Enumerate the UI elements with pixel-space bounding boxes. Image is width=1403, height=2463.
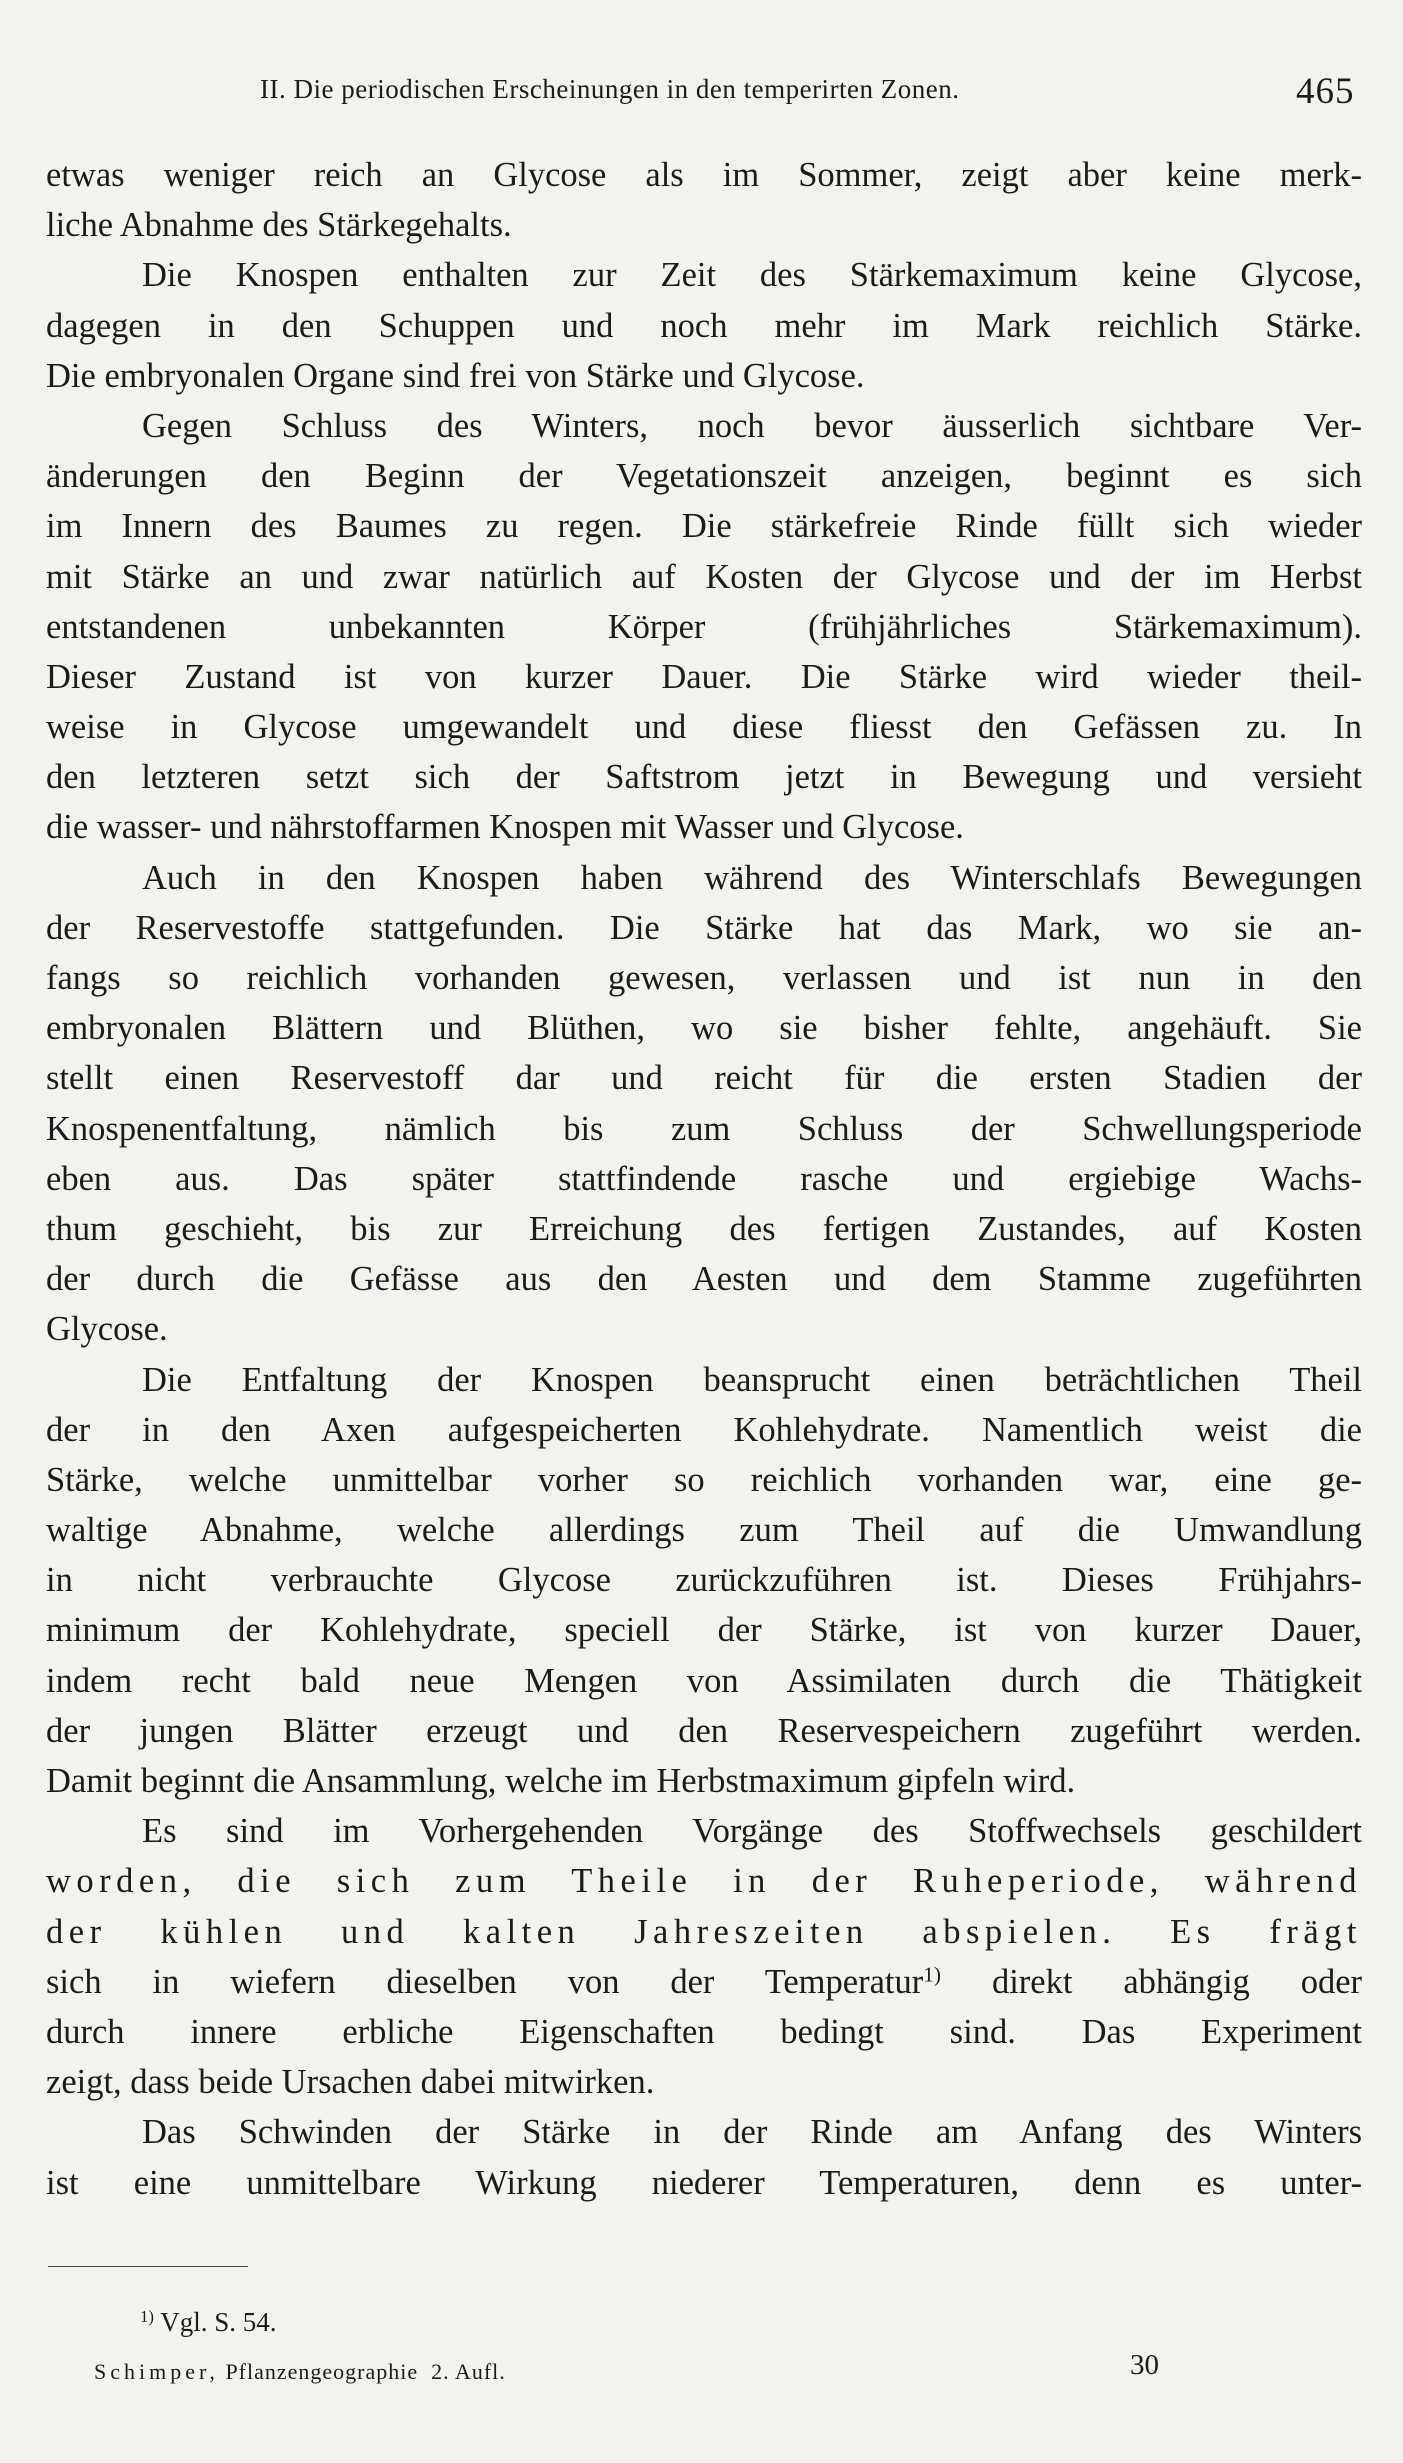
printer-signature xyxy=(94,2359,506,2385)
text-line: fangs so reichlich vorhanden gewesen, verlassen und ist nun in den xyxy=(46,959,1362,997)
text-line: minimum der Kohlehydrate, speciell der Stärke, ist von kurzer Dauer, xyxy=(46,1611,1362,1650)
text-line: den letzteren setzt sich der Saftstrom jetzt in Bewegung und versieht xyxy=(46,758,1362,797)
text-line: im Innern des Baumes zu regen. Die stärkefreie Rinde füllt sich wieder xyxy=(46,507,1362,546)
text-line: liche Abnahme des Stärkegehalts. xyxy=(46,206,512,245)
page-number: 465 xyxy=(1296,71,1355,112)
text-line-part: sich in wiefern dieselben von der Temperatur xyxy=(46,1962,924,2001)
text-line: Stärke, welche unmittelbar vorher so reichlich vorhanden war, eine ge- xyxy=(46,1460,1362,1499)
footnote-divider xyxy=(48,2266,248,2267)
text-line: der Reservestoffe stattgefunden. Die Stärke hat das Mark, wo sie an- xyxy=(46,908,1362,947)
text-line: Dieser Zustand ist von kurzer Dauer. Die Stärke wird wieder theil- xyxy=(46,657,1362,696)
text-line: Die Knospen enthalten zur Zeit des Stärkemaximum keine Glycose, xyxy=(142,256,1362,295)
text-line: Knospenentfaltung, nämlich bis zum Schluss der Schwellungsperiode xyxy=(46,1109,1362,1148)
signature-book: Pflanzengeographie xyxy=(225,2359,419,2384)
text-line: in nicht verbrauchte Glycose zurückzuführen ist. Dieses Frühjahrs- xyxy=(46,1561,1362,1600)
text-line: thum geschieht, bis zur Erreichung des fertigen Zustandes, auf Kosten xyxy=(46,1209,1362,1248)
footnote-reference: 1) xyxy=(923,1962,942,1986)
text-line: ist eine unmittelbare Wirkung niederer Temperaturen, denn es unter- xyxy=(46,2163,1362,2202)
text-line: Es sind im Vorhergehenden Vorgänge des Stoffwechsels geschildert xyxy=(142,1812,1362,1851)
text-line: Gegen Schluss des Winters, noch bevor äusserlich sichtbare Ver- xyxy=(142,406,1362,445)
text-line: Glycose. xyxy=(46,1310,168,1349)
sheet-number: 30 xyxy=(1130,2349,1159,2381)
text-line: durch innere erbliche Eigenschaften bedingt sind. Das Experiment xyxy=(46,2012,1362,2051)
footnote xyxy=(140,2305,277,2339)
text-line: änderungen den Beginn der Vegetationszeit anzeigen, beginnt es sich xyxy=(46,457,1362,496)
text-line: indem recht bald neue Mengen von Assimilaten durch die Thätigkeit xyxy=(46,1661,1362,1700)
signature-author: Schimper, xyxy=(94,2359,219,2384)
text-line: der jungen Blätter erzeugt und den Reservespeichern zugeführt werden. xyxy=(46,1711,1362,1750)
text-line: entstandenen unbekannten Körper (frühjährliches Stärkemaximum). xyxy=(46,607,1362,646)
text-line: stellt einen Reservestoff dar und reicht für die ersten Stadien der xyxy=(46,1059,1362,1098)
footnote-text: Vgl. S. 54. xyxy=(160,2307,277,2337)
running-header xyxy=(0,62,1403,122)
text-line-part: direkt abhängig oder xyxy=(991,1962,1363,2001)
text-line: etwas weniger reich an Glycose als im Sommer, zeigt aber keine merk- xyxy=(46,156,1362,194)
text-line: waltige Abnahme, welche allerdings zum Theil auf die Umwandlung xyxy=(46,1511,1362,1550)
footnote-marker: 1) xyxy=(140,2306,154,2326)
text-line: zeigt, dass beide Ursachen dabei mitwirken. xyxy=(46,2063,655,2102)
text-line-spaced: der kühlen und kalten Jahreszeiten abspielen. Es frägt xyxy=(46,1912,1362,1951)
text-line: Auch in den Knospen haben während des Winterschlafs Bewegungen xyxy=(142,858,1362,897)
text-line: eben aus. Das später stattfindende rasche und ergiebige Wachs- xyxy=(46,1159,1362,1198)
text-line xyxy=(46,1957,1362,2007)
text-line: Damit beginnt die Ansammlung, welche im Herbstmaximum gipfeln wird. xyxy=(46,1762,1076,1800)
text-line: dagegen in den Schuppen und noch mehr im Mark reichlich Stärke. xyxy=(46,306,1362,345)
text-line: Die Entfaltung der Knospen beansprucht einen beträchtlichen Theil xyxy=(142,1360,1362,1399)
text-line: Das Schwinden der Stärke in der Rinde am Anfang des Winters xyxy=(142,2113,1362,2152)
text-line: der in den Axen aufgespeicherten Kohlehydrate. Namentlich weist die xyxy=(46,1410,1362,1449)
text-line: der durch die Gefässe aus den Aesten und dem Stamme zugeführten xyxy=(46,1260,1362,1299)
text-line: Die embryonalen Organe sind frei von Stärke und Glycose. xyxy=(46,356,865,395)
text-line: mit Stärke an und zwar natürlich auf Kosten der Glycose und der im Herbst xyxy=(46,557,1362,596)
text-line xyxy=(46,1907,1362,1957)
text-line: weise in Glycose umgewandelt und diese fliesst den Gefässen zu. In xyxy=(46,708,1362,747)
text-line: embryonalen Blättern und Blüthen, wo sie bisher fehlte, angehäuft. Sie xyxy=(46,1009,1362,1048)
signature-edition: 2. Aufl. xyxy=(431,2359,506,2384)
body-text xyxy=(46,150,1362,2208)
text-line: die wasser- und nährstoffarmen Knospen mit Wasser und Glycose. xyxy=(46,808,964,847)
running-title: II. Die periodischen Erscheinungen in den temperirten Zonen. xyxy=(260,74,960,104)
text-line: worden, die sich zum Theile in der Ruheperiode, während xyxy=(46,1862,1362,1901)
